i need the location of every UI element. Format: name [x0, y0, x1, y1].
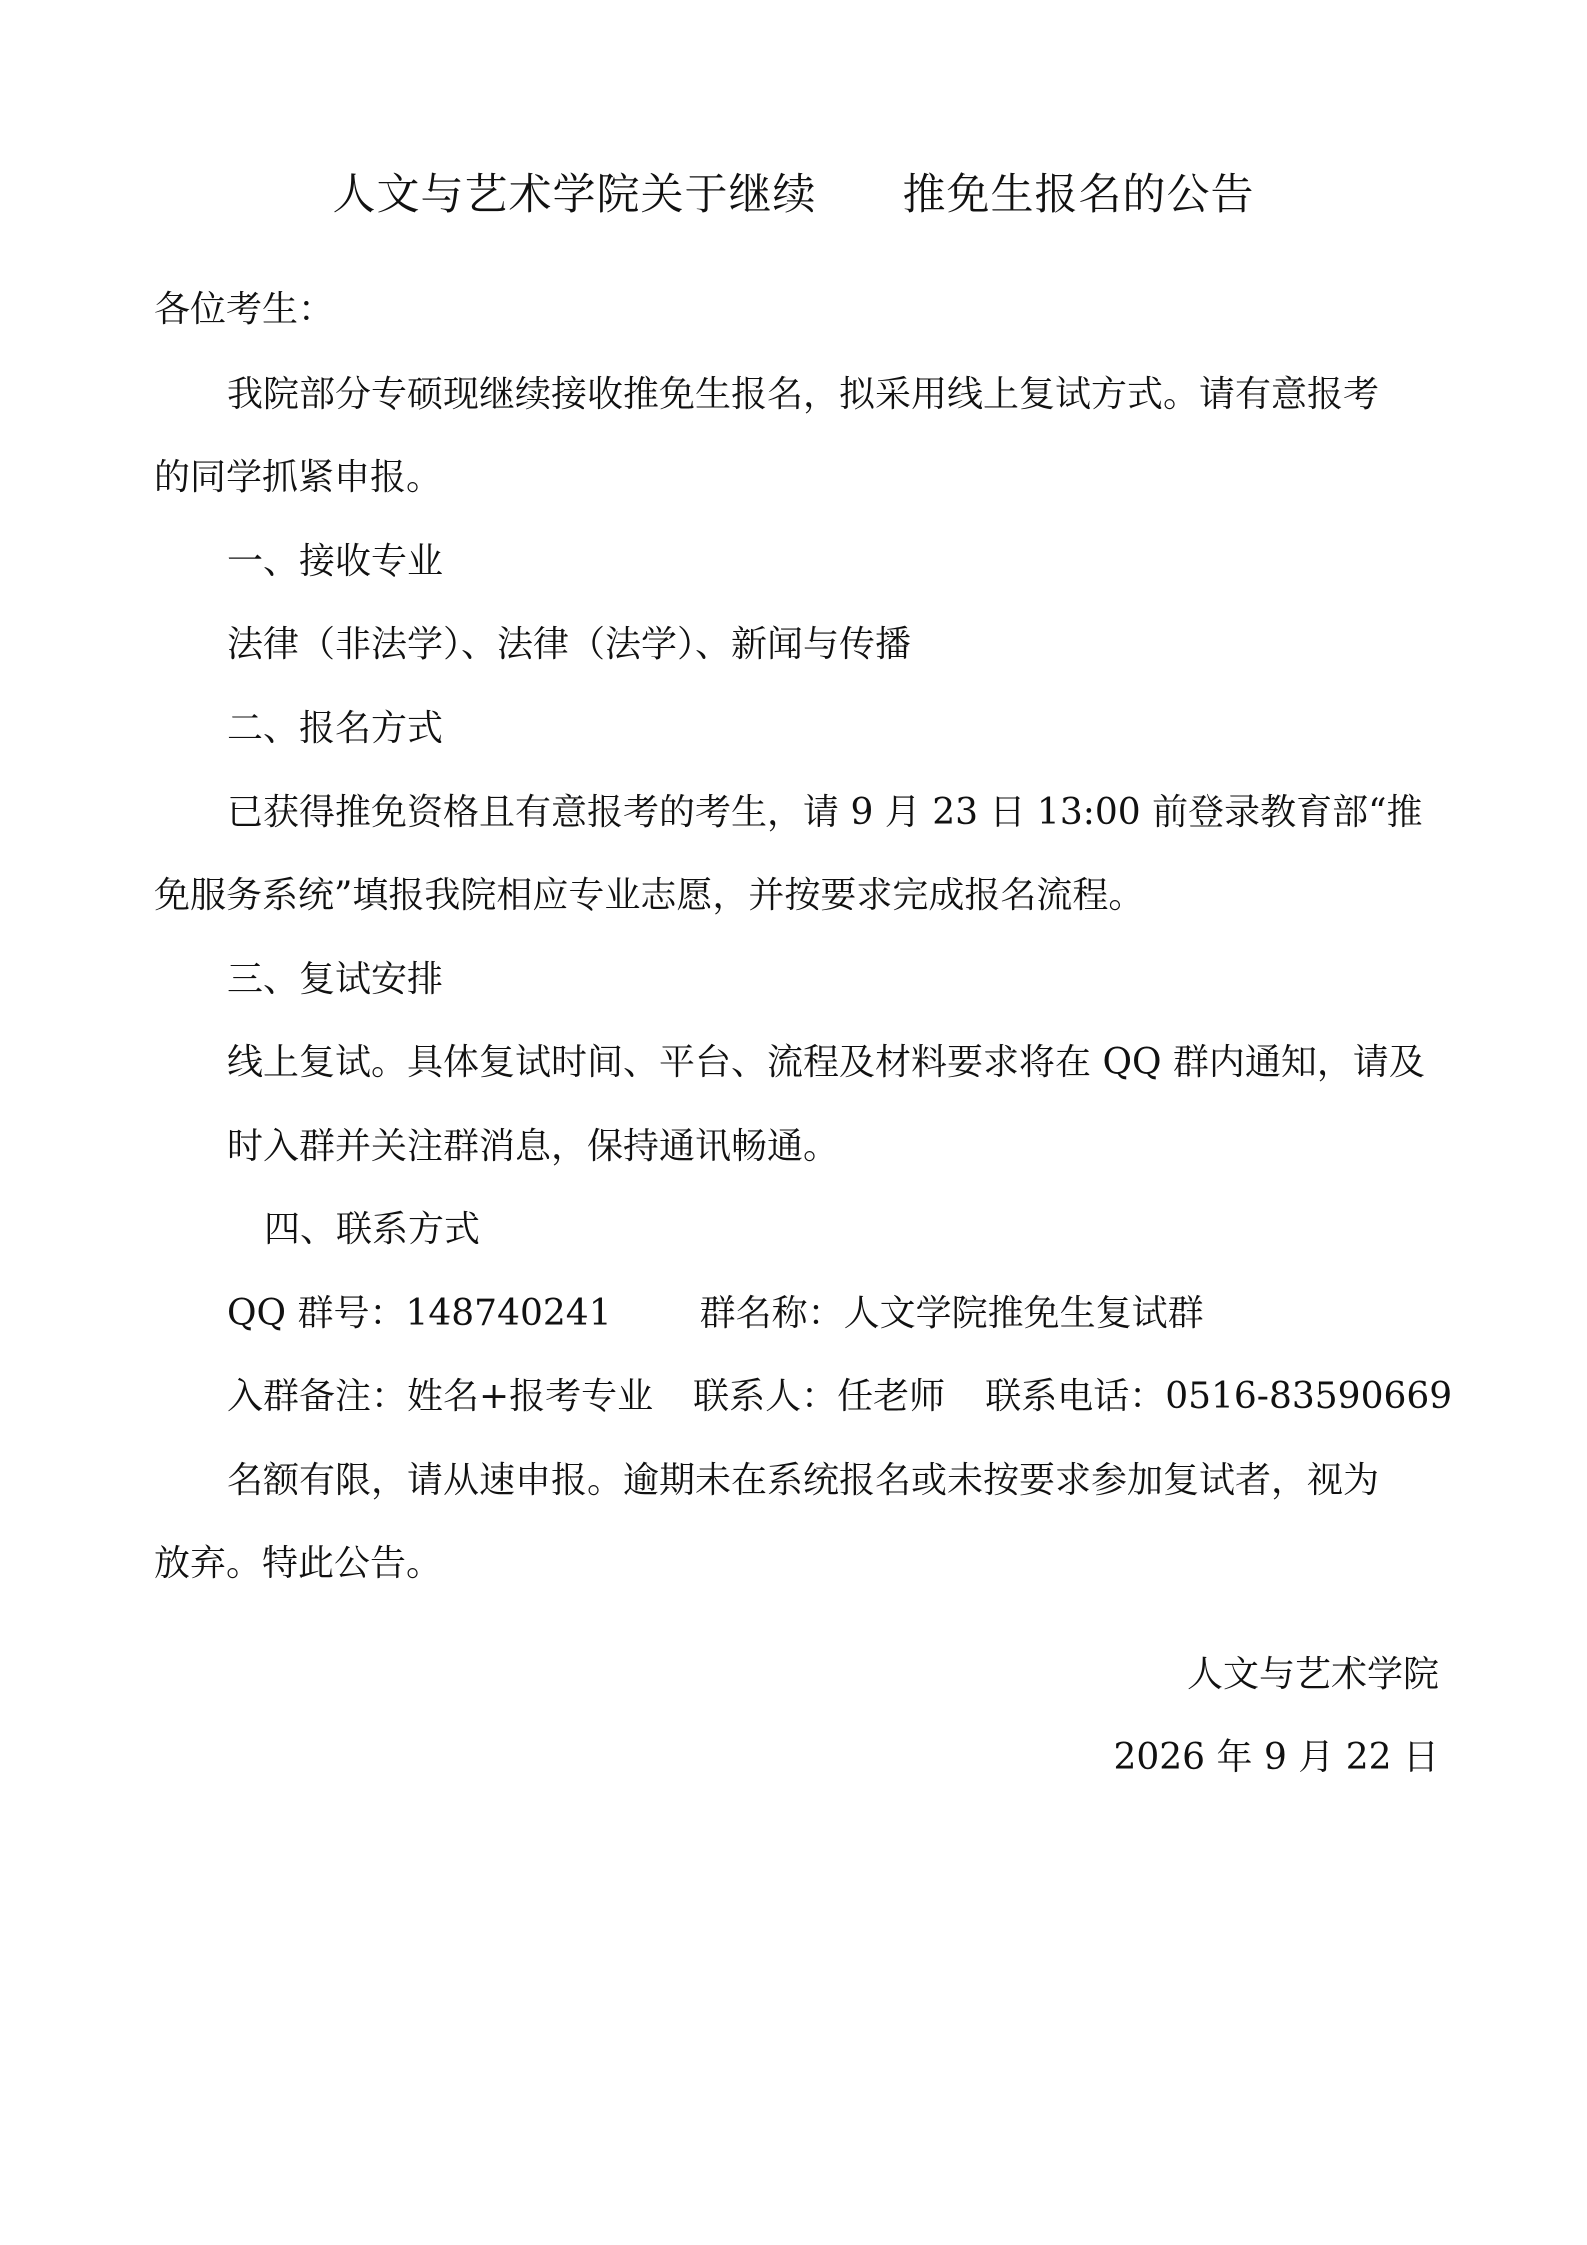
section-2-line-2: 免服务系统”填报我院相应专业志愿，并按要求完成报名流程。: [154, 875, 1145, 916]
intro-line-2: 的同学抓紧申报。: [154, 457, 443, 498]
contact-line: [227, 1372, 1452, 1422]
title-part-1: 人文与艺术学院关于继续: [332, 170, 817, 220]
section-4-heading: 四、联系方式: [264, 1209, 481, 1250]
qq-group-name: 群名称：人文学院推免生复试群: [699, 1293, 1204, 1334]
date: 2026 年 9 月 22 日: [1113, 1737, 1439, 1778]
section-3-heading: 三、复试安排: [227, 959, 444, 1000]
contact-person: 联系人：任老师: [693, 1376, 946, 1417]
section-1-heading: 一、接收专业: [227, 541, 444, 582]
section-2-line-1: 已获得推免资格且有意报考的考生，请 9 月 23 日 13:00 前登录教育部“推: [227, 792, 1423, 833]
salutation: 各位考生：: [154, 289, 335, 330]
section-1-body: 法律（非法学）、法律（法学）、新闻与传播: [227, 624, 912, 665]
qq-group-number: QQ 群号：148740241: [227, 1293, 612, 1334]
section-2-heading: 二、报名方式: [227, 708, 444, 749]
closing-line-1: 名额有限，请从速申报。逾期未在系统报名或未按要求参加复试者，视为: [227, 1460, 1380, 1501]
page-title: [0, 165, 1587, 225]
qq-group-line: [227, 1289, 1204, 1339]
join-note: 入群备注：姓名+报考专业: [227, 1376, 654, 1417]
intro-line-1: 我院部分专硕现继续接收推免生报名，拟采用线上复试方式。请有意报考: [227, 374, 1380, 415]
signature: 人文与艺术学院: [1186, 1654, 1439, 1695]
contact-phone: 联系电话：0516-83590669: [985, 1376, 1453, 1417]
closing-line-2: 放弃。特此公告。: [154, 1543, 443, 1584]
section-3-line-1: 线上复试。具体复试时间、平台、流程及材料要求将在 QQ 群内通知，请及: [227, 1042, 1425, 1083]
title-part-2: 推免生报名的公告: [902, 170, 1255, 220]
section-3-line-2: 时入群并关注群消息，保持通讯畅通。: [227, 1126, 840, 1167]
